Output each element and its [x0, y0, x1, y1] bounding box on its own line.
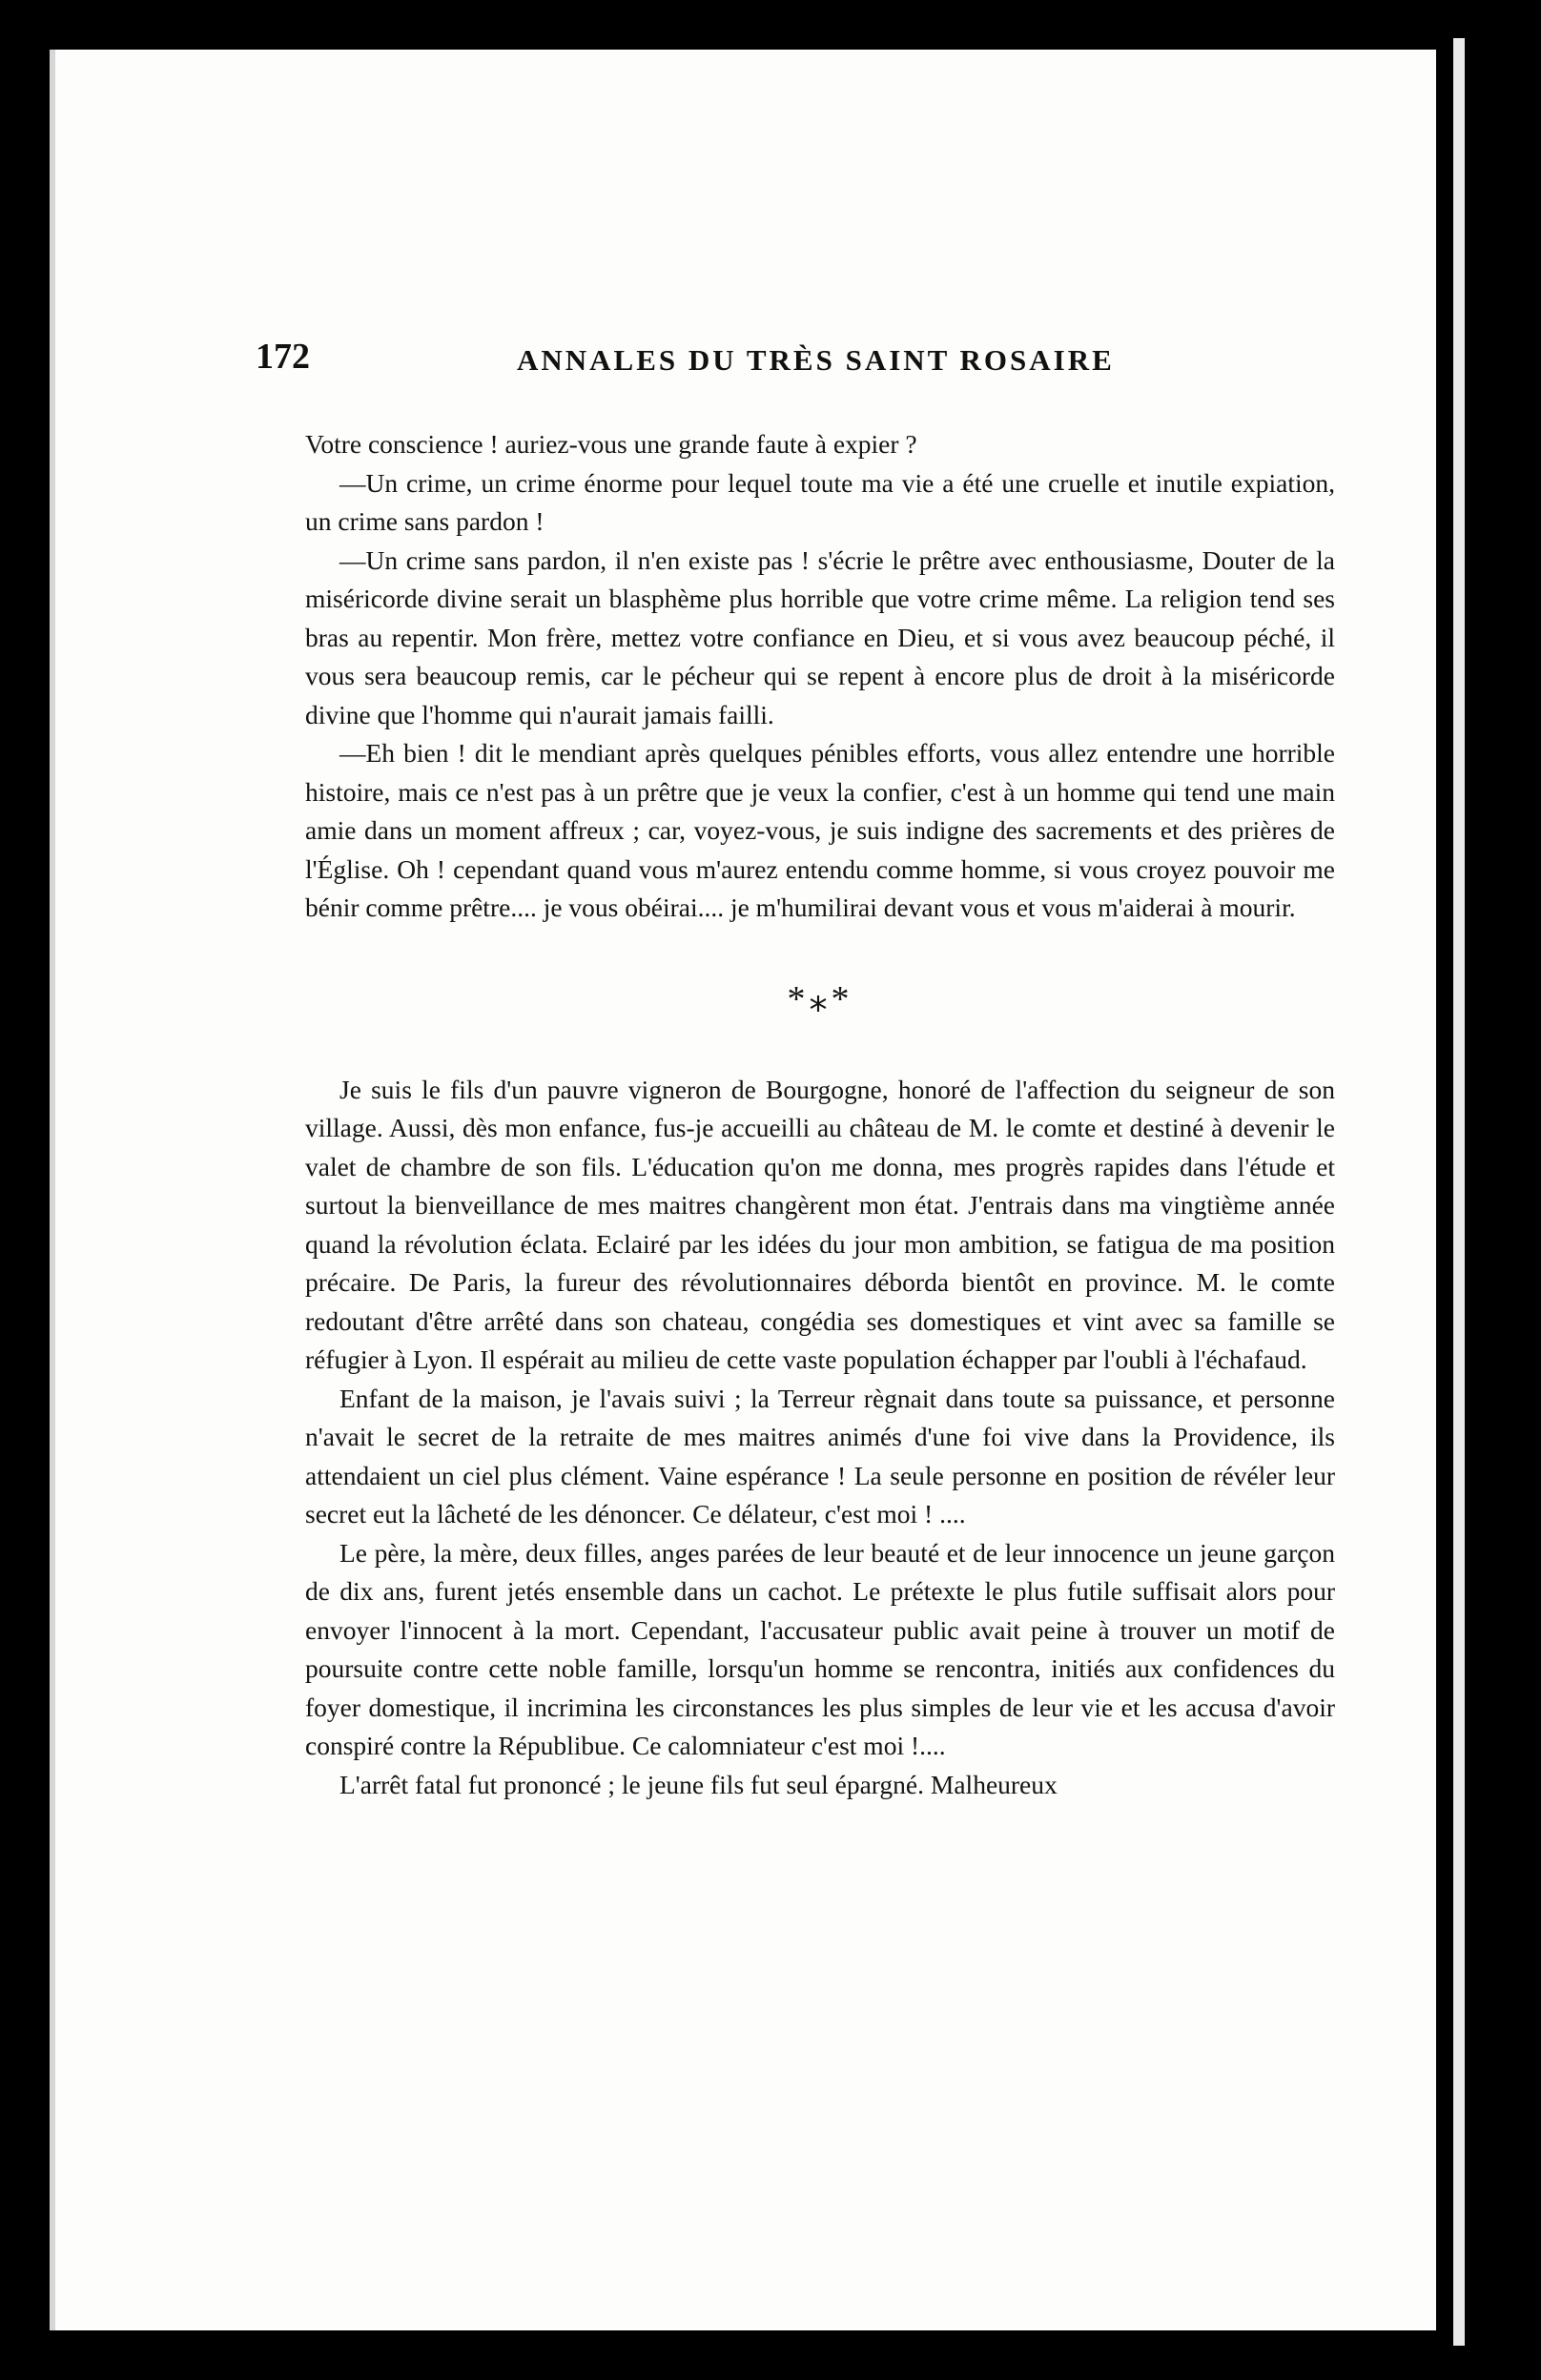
- journal-title: ANNALES DU TRÈS SAINT ROSAIRE: [517, 343, 1115, 377]
- section-separator: *⁎*: [787, 978, 853, 1019]
- paragraph: Je suis le fils d'un pauvre vigneron de Bourgogne, honoré de l'affection du seigneur de son village. Aussi, dès mon enfance, fus-je accueilli au château de M. le comte et destiné à devenir le valet de chambre de son fils. L'éducation qu'on me donna, mes progrès rapides dans l'étude et surtout la bienveillance de mes maitres changèrent mon état. J'entrais dans ma vingtième année quand la révolution éclata. Eclairé par les idées du jour mon ambition, se fatigua de ma position précaire. De Paris, la fureur des révolutionnaires déborda bientôt en province. M. le comte redoutant d'être arrêté dans son chateau, congédia ses domestiques et vint avec sa famille se réfugier à Lyon. Il espérait au milieu de cette vaste population échapper par l'oubli à l'échafaud.: [305, 1074, 1335, 1374]
- paragraph: —Un crime, un crime énorme pour lequel toute ma vie a été une cruelle et inutile expiation, un crime sans pardon !: [305, 467, 1335, 536]
- next-page-edge: [1453, 38, 1465, 2346]
- paragraph: Enfant de la maison, je l'avais suivi ; la Terreur règnait dans toute sa puissance, et personne n'avait le secret de la retraite de mes maitres animés d'une foi vive dans la Providence, ils attendaient un ciel plus clément. Vaine espérance ! La seule personne en position de révéler leur secret eut la lâcheté de les dénoncer. Ce délateur, c'est moi ! ....: [305, 1383, 1335, 1529]
- paragraph: Le père, la mère, deux filles, anges parées de leur beauté et de leur innocence un jeune garçon de dix ans, furent jetés ensemble dans un cachot. Le prétexte le plus futile suffisait alors pour envoyer l'innocent à la mort. Cependant, l'accusateur public avait peine à trouver un motif de poursuite contre cette noble famille, lorsqu'un homme se rencontra, initiés aux confidences du foyer domestique, il incrimina les circonstances les plus simples de leur vie et les accusa d'avoir conspiré contre la Républibue. Ce calomniateur c'est moi !....: [305, 1537, 1335, 1760]
- running-header: [256, 336, 1343, 393]
- paragraph: Votre conscience ! auriez-vous une grande faute à expier ?: [305, 429, 917, 459]
- body-text: [305, 425, 1335, 1804]
- paragraph: —Un crime sans pardon, il n'en existe pas ! s'écrie le prêtre avec enthousiasme, Douter de la miséricorde divine serait un blasphème plus horrible que votre crime même. La religion tend ses bras au repentir. Mon frère, mettez votre confiance en Dieu, et si vous avez beaucoup péché, il vous sera beaucoup remis, car le pécheur qui se repent à encore plus de droit à la miséricorde divine que l'homme qui n'aurait jamais failli.: [305, 544, 1335, 729]
- page-number: 172: [256, 337, 310, 377]
- paragraph: L'arrêt fatal fut prononcé ; le jeune fils fut seul épargné. Malheureux: [339, 1769, 1058, 1799]
- paragraph: —Eh bien ! dit le mendiant après quelques pénibles efforts, vous allez entendre une horrible histoire, mais ce n'est pas à un prêtre que je veux la confier, c'est à un homme qui tend une main amie dans un moment affreux ; car, voyez-vous, je suis indigne des sacrements et des prières de l'Église. Oh ! cependant quand vous m'aurez entendu comme homme, si vous croyez pouvoir me bénir comme prêtre.... je vous obéirai.... je m'humilirai devant vous et vous m'aiderai à mourir.: [305, 738, 1335, 922]
